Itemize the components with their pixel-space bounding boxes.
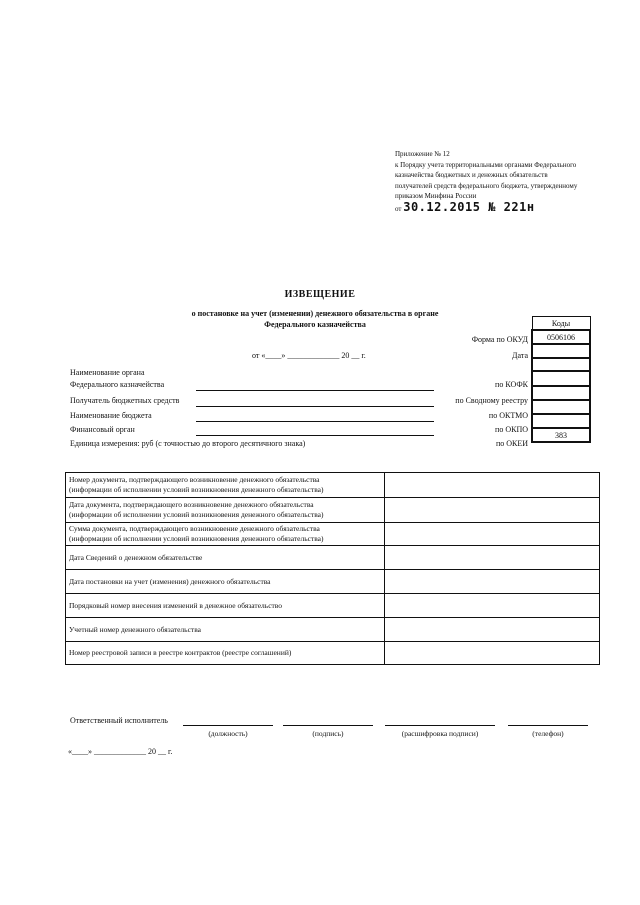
table-row-value (385, 618, 600, 642)
row-label-line: (информации об исполнении условий возникновения денежного обязательства) (69, 534, 324, 543)
table-row-value (385, 570, 600, 594)
signature-phone-caption: (телефон) (532, 729, 564, 738)
field-budget: Наименование бюджета (70, 411, 152, 420)
table-row-label: Дата Сведений о денежном обязательстве (66, 546, 385, 570)
table-row (66, 618, 600, 642)
row-label-line: (информации об исполнении условий возникновения денежного обязательства) (69, 510, 324, 519)
table-row-label (66, 523, 385, 546)
document-title: ИЗВЕЩЕНИЕ (284, 289, 356, 300)
appendix-line: к Порядку учета территориальными органами Федерального (395, 160, 577, 169)
signature-position-caption: (должность) (208, 729, 248, 738)
field-unit: Единица измерения: руб (с точностью до второго десятичного знака) (70, 439, 306, 448)
codes-table (531, 316, 591, 443)
signature-label: Ответственный исполнитель (70, 716, 168, 725)
label-okpo: по ОКПО (495, 425, 528, 434)
signature-sign-line (283, 725, 373, 726)
table-row (66, 498, 600, 523)
code-okpo (532, 414, 590, 428)
appendix-line: казначейства бюджетных и денежных обязательств (395, 171, 548, 179)
field-budget-underline (196, 421, 434, 422)
table-row-value (385, 498, 600, 523)
table-row-label (66, 473, 385, 498)
table-row (66, 473, 600, 498)
table-row-label: Порядковый номер внесения изменений в денежное обязательство (66, 594, 385, 618)
label-date: Дата (512, 351, 528, 360)
appendix-date-prefix: от (395, 204, 402, 213)
table-row (66, 546, 600, 570)
signature-decode-line (385, 725, 495, 726)
table-row-label: Дата постановки на учет (изменения) денежного обязательства (66, 570, 385, 594)
label-okei: по ОКЕИ (495, 439, 528, 448)
field-fin-organ-underline (196, 435, 434, 436)
row-label-line: Сумма документа, подтверждающего возникновение денежного обязательства (69, 524, 320, 533)
row-label-line: Дата документа, подтверждающего возникновение денежного обязательства (69, 500, 314, 509)
table-row (66, 523, 600, 546)
signature-date-line: «____» _____________ 20 __ г. (68, 747, 173, 756)
appendix-line: получателей средств федерального бюджета, утвержденному (395, 181, 578, 190)
signature-phone-line (508, 725, 588, 726)
code-kofk (532, 371, 590, 386)
appendix-line: приказом Минфина России (395, 192, 477, 200)
code-okei: 383 (532, 428, 590, 442)
code-okud: 0506106 (532, 330, 590, 344)
signature-decode-caption: (расшифровка подписи) (401, 729, 479, 738)
field-organ-line1: Наименование органа (70, 368, 145, 377)
code-svodny (532, 386, 590, 400)
main-table (65, 472, 600, 665)
label-oktmo: по ОКТМО (488, 411, 528, 420)
row-label-line: Номер документа, подтверждающего возникновение денежного обязательства (69, 475, 320, 484)
table-row-value (385, 473, 600, 498)
appendix-line: Приложение № 12 (395, 150, 450, 158)
code-oktmo (532, 400, 590, 414)
field-recipient-underline (196, 406, 434, 407)
table-row (66, 642, 600, 665)
table-row-label: Учетный номер денежного обязательства (66, 618, 385, 642)
signature-sign-caption: (подпись) (312, 729, 344, 738)
appendix-date-handwritten: 30.12.2015 № 221н (403, 199, 535, 214)
signature-position-line (183, 725, 273, 726)
field-recipient: Получатель бюджетных средств (70, 396, 180, 405)
appendix-block (395, 149, 577, 214)
code-blank (532, 358, 590, 371)
field-organ-underline (196, 390, 434, 391)
document-subtitle-line1: о постановке на учет (изменении) денежного обязательства в органе (191, 309, 439, 318)
table-row-label: Номер реестровой записи в реестре контрактов (реестре соглашений) (66, 642, 385, 665)
appendix-date (395, 199, 577, 215)
label-kofk: по КОФК (495, 380, 528, 389)
table-row-value (385, 546, 600, 570)
table-row-value (385, 523, 600, 546)
table-row-value (385, 594, 600, 618)
table-row (66, 594, 600, 618)
row-label-line: (информации об исполнении условий возникновения денежного обязательства) (69, 485, 324, 494)
document-date-line: от «____» _____________ 20 __ г. (252, 351, 366, 360)
field-organ-line2: Федерального казначейства (70, 380, 165, 389)
table-row-label (66, 498, 385, 523)
field-fin-organ: Финансовый орган (70, 425, 135, 434)
table-row (66, 570, 600, 594)
table-row-value (385, 642, 600, 665)
code-date (532, 344, 590, 358)
label-svodny: по Сводному реестру (455, 396, 528, 405)
document-subtitle-line2: Федерального казначейства (264, 320, 366, 329)
label-okud: Форма по ОКУД (471, 335, 528, 344)
codes-header: Коды (532, 317, 590, 331)
